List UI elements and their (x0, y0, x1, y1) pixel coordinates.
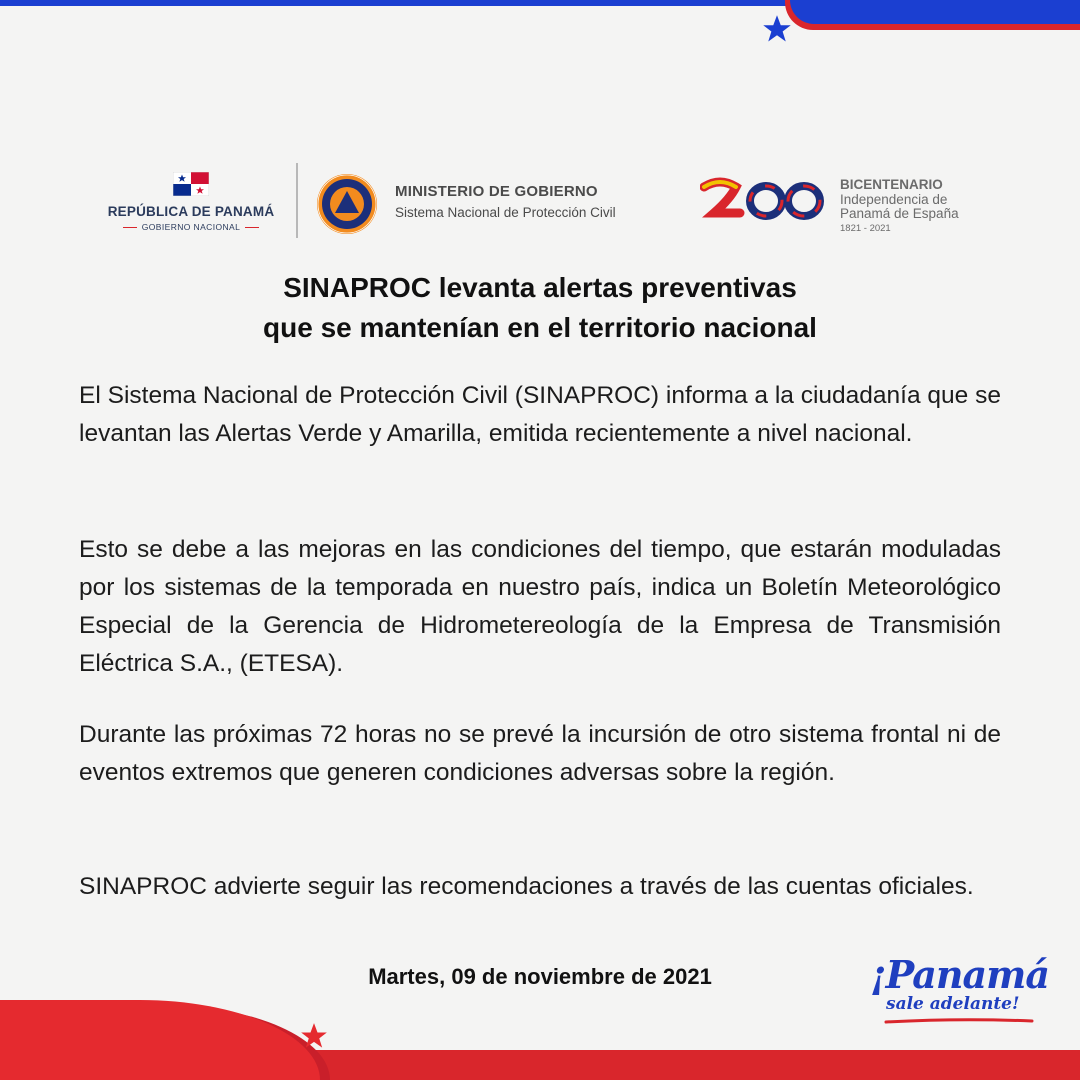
bicentennial-line1: Independencia de (840, 192, 948, 207)
page-title (80, 268, 1000, 348)
slogan-sub-text: sale adelante! (886, 994, 1020, 1014)
paragraph-2: Esto se debe a las mejoras en las condiciones del tiempo, que estarán moduladas por los sistemas de la temporada en nuestro país, indica un Boletín Meteorológico Especial de la Gerencia de Hidrometereología de la Empresa de Transmisión Eléctrica S.A., (ETESA). (79, 536, 1001, 677)
ministry-subtitle: Sistema Nacional de Protección Civil (395, 205, 616, 220)
republic-subtitle: GOBIERNO NACIONAL (100, 222, 282, 232)
republic-logo (100, 170, 282, 240)
bicentennial-years: 1821 - 2021 (840, 223, 891, 234)
civil-protection-seal-icon (316, 173, 378, 235)
slogan-underline-icon (884, 1018, 1034, 1024)
bottom-left-wave (0, 1000, 320, 1080)
star-icon (300, 1022, 328, 1050)
bicentennial-line2: Panamá de España (840, 206, 959, 221)
paragraph-1: El Sistema Nacional de Protección Civil (SINAPROC) informa a la ciudadanía que se levantan las Alertas Verde y Amarilla, emitida recientemente a nivel nacional. (79, 382, 1001, 447)
top-blue-tab (790, 0, 1080, 24)
paragraph-4: SINAPROC advierte seguir las recomendaciones a través de las cuentas oficiales. (79, 873, 974, 900)
panama-flag-icon (173, 172, 209, 196)
header-divider (296, 163, 298, 238)
republic-title: REPÚBLICA DE PANAMÁ (107, 204, 275, 219)
bicentennial-ribbon-icon (700, 173, 830, 231)
publication-date: Martes, 09 de noviembre de 2021 (368, 964, 712, 989)
ministry-title: MINISTERIO DE GOBIERNO (395, 183, 598, 200)
slogan-logo (870, 952, 1050, 1032)
bicentennial-title: BICENTENARIO (840, 177, 943, 192)
paragraph-3: Durante las próximas 72 horas no se prevé la incursión de otro sistema frontal ni de eventos extremos que generen condiciones adversas sobre la región. (79, 721, 1001, 786)
top-band-gap (0, 6, 787, 10)
title-line-1: SINAPROC levanta alertas preventivas (283, 272, 797, 303)
star-icon (762, 14, 792, 44)
slogan-main-text: ¡Panamá (870, 952, 1049, 997)
title-line-2: que se mantenían en el territorio nacional (263, 312, 817, 343)
